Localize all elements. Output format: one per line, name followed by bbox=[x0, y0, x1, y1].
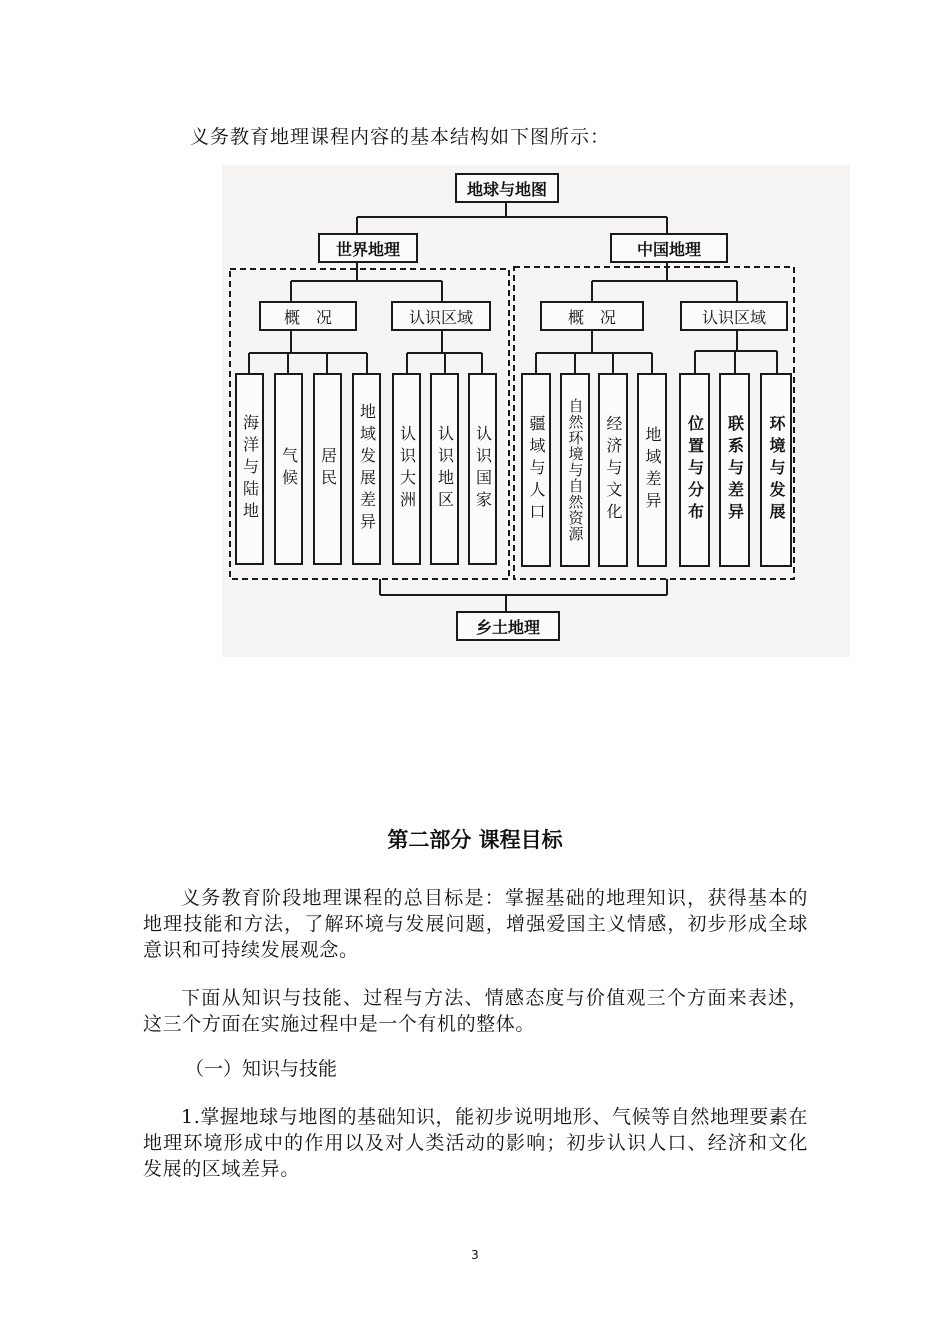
leaf-countries: 认识国家 bbox=[468, 373, 497, 565]
world-regions-box: 认识区域 bbox=[391, 301, 491, 331]
section-title: 第二部分 课程目标 bbox=[387, 828, 563, 852]
leaf-areas: 认识地区 bbox=[430, 373, 459, 565]
leaf-regional-development: 地域发展差异 bbox=[352, 373, 381, 565]
leaf-continents: 认识大洲 bbox=[392, 373, 421, 565]
leaf-natural-environment: 自然环境与自然资源 bbox=[560, 373, 590, 567]
paragraph-three-aspects: 下面从知识与技能、过程与方法、情感态度与价值观三个方面来表述，这三个方面在实施过程中是一个有机的整体。 bbox=[143, 987, 808, 1035]
leaf-climate: 气候 bbox=[274, 373, 303, 565]
intro-text: 义务教育地理课程内容的基本结构如下图所示： bbox=[190, 126, 611, 148]
leaf-regional-difference: 地域差异 bbox=[637, 373, 667, 567]
leaf-ocean-land: 海洋与陆地 bbox=[235, 373, 264, 565]
china-geography-box: 中国地理 bbox=[610, 233, 728, 263]
leaf-economy-culture: 经济与文化 bbox=[598, 373, 628, 567]
paragraph-item-1: 1.掌握地球与地图的基础知识，能初步说明地形、气候等自然地理要素在地理环境形成中的作用以及对人类活动的影响；初步认识人口、经济和文化发展的区域差异。 bbox=[143, 1106, 808, 1180]
paragraph-overall-goal: 义务教育阶段地理课程的总目标是：掌握基础的地理知识，获得基本的地理技能和方法，了解环境与发展问题，增强爱国主义情感，初步形成全球意识和可持续发展观念。 bbox=[143, 887, 808, 961]
root-box: 地球与地图 bbox=[455, 173, 559, 203]
local-geography-box: 乡土地理 bbox=[456, 611, 560, 641]
leaf-environment-development: 环境与发展 bbox=[760, 373, 792, 567]
leaf-territory-population: 疆域与人口 bbox=[521, 373, 551, 567]
world-geography-box: 世界地理 bbox=[318, 233, 418, 263]
leaf-location-distribution: 位置与分布 bbox=[679, 373, 710, 567]
curriculum-structure-diagram bbox=[222, 165, 850, 657]
world-overview-box: 概 况 bbox=[259, 301, 357, 331]
leaf-connection-difference: 联系与差异 bbox=[719, 373, 750, 567]
page-number: 3 bbox=[471, 1248, 479, 1262]
china-regions-box: 认识区域 bbox=[680, 301, 788, 331]
china-overview-box: 概 况 bbox=[540, 301, 644, 331]
subheading-knowledge-skills: （一）知识与技能 bbox=[185, 1058, 338, 1080]
leaf-residents: 居民 bbox=[313, 373, 342, 565]
